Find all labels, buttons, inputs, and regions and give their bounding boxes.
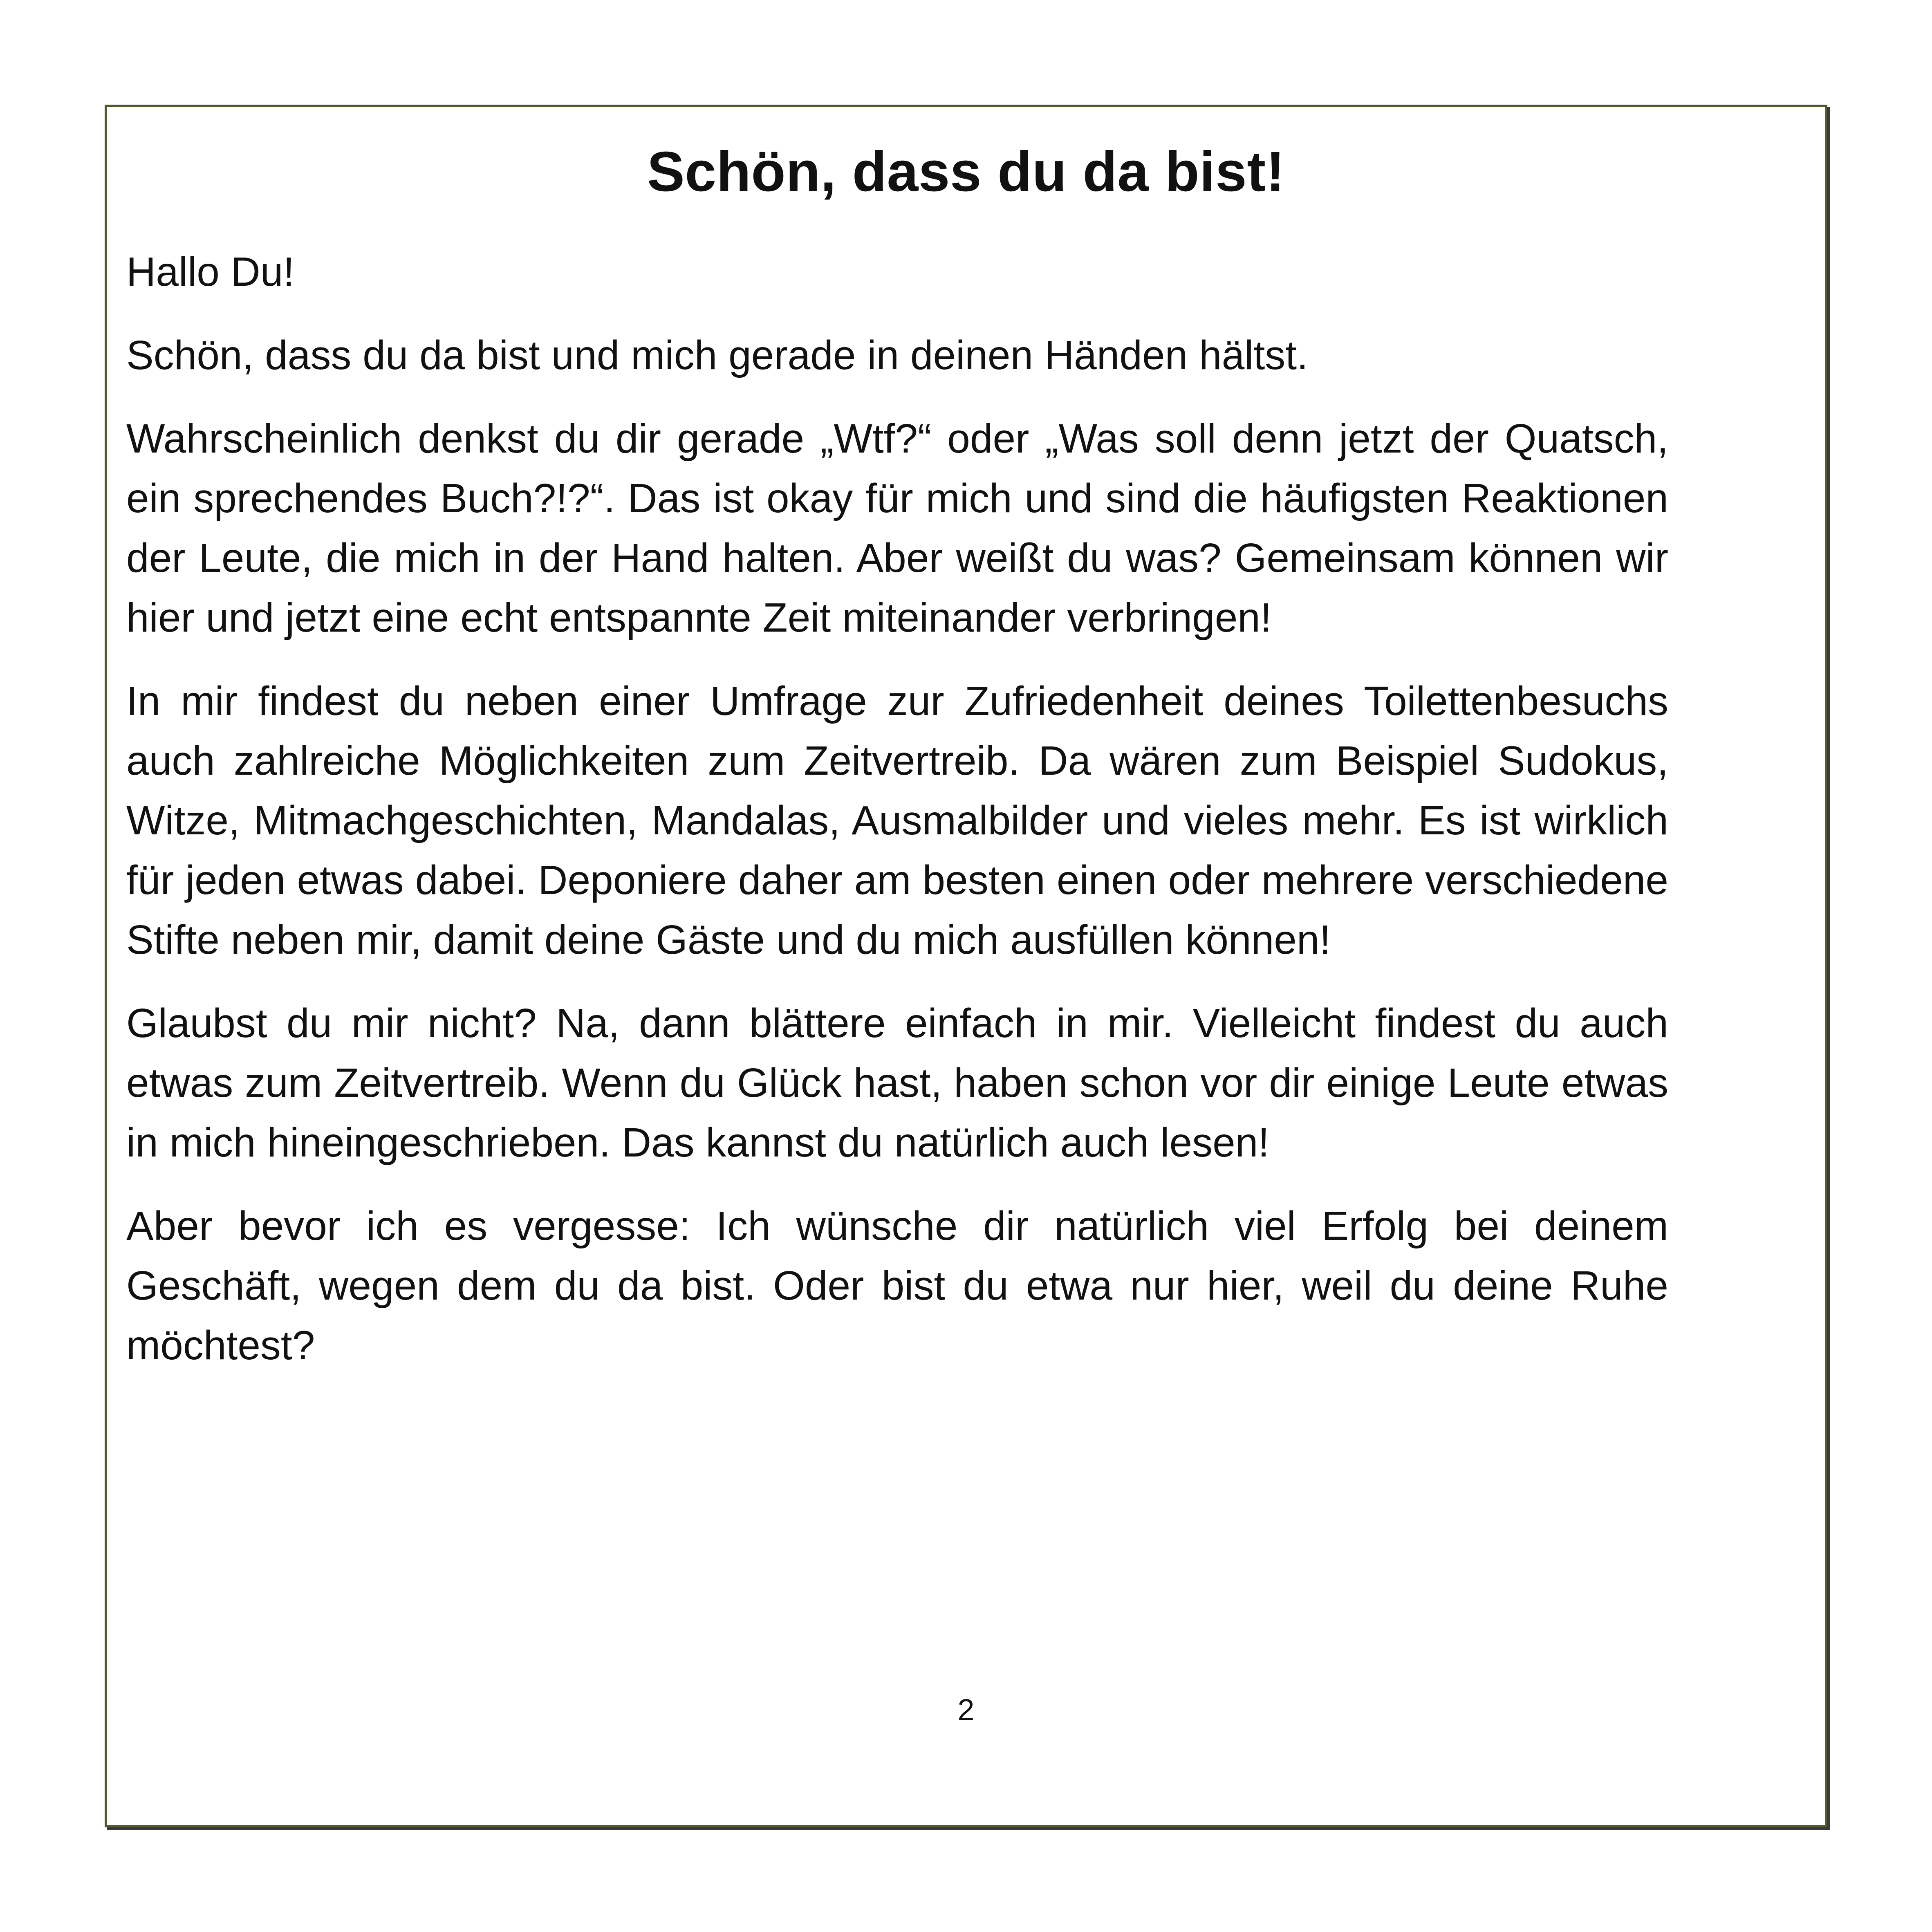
browse-paragraph: Glaubst du mir nicht? Na, dann blättere einfach in mir. Vielleicht findest du auch etwas zum Zeitvertreib. Wenn du Glück hast, haben schon vor dir einige Leute etwas in mich hineingeschrieben. Das kannst du natürlich auch lesen! bbox=[126, 1000, 1668, 1165]
reaction-paragraph: Wahrscheinlich denkst du dir gerade „Wtf?“ oder „Was soll denn jetzt der Quatsch, ein sprechendes Buch?!?“. Das ist okay für mich und sind die häufigsten Reaktionen der Leute, die mich in der Hand halten. Aber weißt du was? Gemeinsam können wir hier und jetzt eine echt entspannte Zeit miteinander verbringen! bbox=[126, 415, 1668, 641]
greeting-paragraph: Hallo Du! bbox=[126, 249, 295, 295]
contents-paragraph: In mir findest du neben einer Umfrage zur Zufriedenheit deines Toilettenbesuchs auch zahlreiche Möglichkeiten zum Zeitvertreib. Da wären zum Beispiel Sudokus, Witze, Mitmachgeschichten, Mandalas, Ausmalbilder und vieles mehr. Es ist wirklich für jeden etwas dabei. Deponiere daher am besten einen oder mehrere verschiedene Stifte neben mir, damit deine Gäste und du mich ausfüllen können! bbox=[126, 678, 1668, 963]
closing-paragraph: Aber bevor ich es vergesse: Ich wünsche dir natürlich viel Erfolg bei deinem Geschäft, wegen dem du da bist. Oder bist du etwa nur hier, weil du deine Ruhe möchtest? bbox=[126, 1203, 1668, 1368]
page-number: 2 bbox=[957, 1693, 975, 1727]
page-title: Schön, dass du da bist! bbox=[647, 140, 1285, 203]
page-frame bbox=[105, 105, 1827, 1827]
welcome-paragraph: Schön, dass du da bist und mich gerade in deinen Händen hältst. bbox=[126, 332, 1308, 378]
page-content bbox=[126, 107, 1668, 1399]
